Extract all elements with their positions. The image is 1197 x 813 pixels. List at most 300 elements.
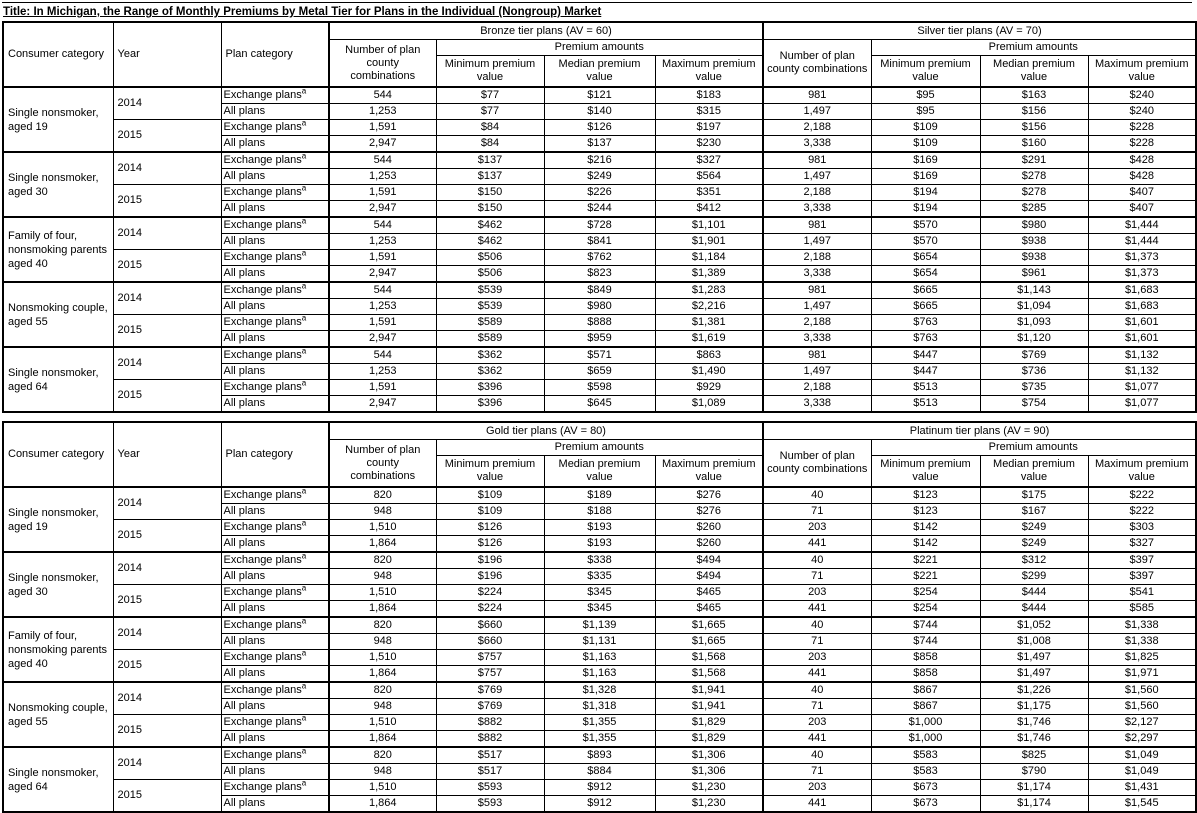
premium-value-cell: $109 (871, 136, 980, 153)
premium-value-cell: $2,297 (1088, 731, 1196, 748)
premium-value-cell: $95 (871, 104, 980, 120)
combinations-cell: 1,591 (329, 120, 436, 136)
premium-value-cell: $938 (980, 234, 1088, 250)
footnote-marker: a (301, 713, 307, 723)
premium-value-cell: $1,328 (544, 682, 655, 699)
combinations-cell: 71 (763, 569, 871, 585)
plan-category-cell: Exchange plans$^a$ (221, 520, 329, 536)
combinations-cell: 1,591 (329, 315, 436, 331)
combinations-cell: 544 (329, 87, 436, 104)
premium-value-cell: $1,049 (1088, 747, 1196, 764)
premium-value-cell: $1,665 (655, 617, 763, 634)
consumer-category-cell: Single nonsmoker, aged 19 (3, 487, 113, 552)
premium-value-cell: $1,829 (655, 731, 763, 748)
premium-value-cell: $194 (871, 201, 980, 218)
year-cell: 2015 (113, 380, 221, 413)
premium-value-cell: $1,490 (655, 364, 763, 380)
premium-value-cell: $240 (1088, 104, 1196, 120)
footnote-marker: a (301, 281, 307, 291)
premium-value-cell: $175 (980, 487, 1088, 504)
col-header-max-premium: Maximum premium value (655, 56, 763, 88)
combinations-cell: 203 (763, 780, 871, 796)
combinations-cell: 40 (763, 487, 871, 504)
premium-value-cell: $222 (1088, 504, 1196, 520)
premium-value-cell: $654 (871, 266, 980, 283)
premium-value-cell: $260 (655, 536, 763, 553)
premium-value-cell: $1,139 (544, 617, 655, 634)
premium-value-cell: $338 (544, 552, 655, 569)
consumer-category-cell: Nonsmoking couple, aged 55 (3, 282, 113, 347)
premium-value-cell: $221 (871, 552, 980, 569)
table-row (3, 552, 1196, 569)
combinations-cell: 2,188 (763, 380, 871, 396)
table-row (3, 282, 1196, 299)
premium-value-cell: $1,683 (1088, 299, 1196, 315)
year-cell: 2014 (113, 152, 221, 185)
premium-value-cell: $462 (436, 234, 544, 250)
col-header-year: Year (113, 22, 221, 87)
premium-value-cell: $1,230 (655, 796, 763, 813)
combinations-cell: 2,947 (329, 266, 436, 283)
combinations-cell: 820 (329, 747, 436, 764)
premium-value-cell: $912 (544, 780, 655, 796)
premium-value-cell: $1,601 (1088, 315, 1196, 331)
combinations-cell: 981 (763, 87, 871, 104)
premium-value-cell: $126 (436, 520, 544, 536)
combinations-cell: 441 (763, 731, 871, 748)
combinations-cell: 1,253 (329, 299, 436, 315)
combinations-cell: 981 (763, 282, 871, 299)
year-cell: 2014 (113, 617, 221, 650)
col-header-max-premium: Maximum premium value (1088, 56, 1196, 88)
plan-category-cell: All plans (221, 299, 329, 315)
premium-value-cell: $327 (1088, 536, 1196, 553)
footnote-marker: a (301, 313, 307, 323)
premium-value-cell: $884 (544, 764, 655, 780)
premium-value-cell: $1,000 (871, 715, 980, 731)
premium-value-cell: $1,120 (980, 331, 1088, 348)
premium-value-cell: $757 (436, 666, 544, 683)
table-row (3, 185, 1196, 201)
premium-value-cell: $1,901 (655, 234, 763, 250)
plan-category-cell: Exchange plans$^a$ (221, 617, 329, 634)
premium-value-cell: $1,283 (655, 282, 763, 299)
plan-category-cell: Exchange plans$^a$ (221, 552, 329, 569)
premium-value-cell: $462 (436, 217, 544, 234)
premium-value-cell: $539 (436, 282, 544, 299)
premium-value-cell: $150 (436, 185, 544, 201)
table-row (3, 715, 1196, 731)
premium-value-cell: $228 (1088, 136, 1196, 153)
premium-value-cell: $77 (436, 87, 544, 104)
premium-value-cell: $249 (980, 536, 1088, 553)
combinations-cell: 1,253 (329, 104, 436, 120)
premium-value-cell: $882 (436, 715, 544, 731)
plan-category-cell: Exchange plans$^a$ (221, 650, 329, 666)
premium-value-cell: $1,174 (980, 796, 1088, 813)
premium-value-cell: $1,077 (1088, 396, 1196, 413)
premium-value-cell: $109 (436, 487, 544, 504)
col-header-plan-category: Plan category (221, 22, 329, 87)
table-row (3, 380, 1196, 396)
consumer-category-cell: Single nonsmoker, aged 64 (3, 347, 113, 412)
premium-value-cell: $1,389 (655, 266, 763, 283)
col-header-premium-amounts: Premium amounts (436, 440, 763, 456)
premium-value-cell: $444 (980, 601, 1088, 618)
premium-value-cell: $673 (871, 780, 980, 796)
col-header-median-premium: Median premium value (544, 56, 655, 88)
premium-value-cell: $126 (436, 536, 544, 553)
premium-value-cell: $397 (1088, 569, 1196, 585)
premium-value-cell: $1,665 (655, 634, 763, 650)
premium-value-cell: $335 (544, 569, 655, 585)
premium-value-cell: $278 (980, 169, 1088, 185)
premium-value-cell: $1,545 (1088, 796, 1196, 813)
combinations-cell: 2,188 (763, 120, 871, 136)
combinations-cell: 1,253 (329, 234, 436, 250)
premium-value-cell: $763 (871, 315, 980, 331)
premium-value-cell: $2,216 (655, 299, 763, 315)
premium-value-cell: $396 (436, 380, 544, 396)
bronze-silver-table (2, 21, 1197, 413)
premium-value-cell: $123 (871, 487, 980, 504)
year-cell: 2014 (113, 347, 221, 380)
year-cell: 2015 (113, 650, 221, 683)
premium-value-cell: $570 (871, 217, 980, 234)
premium-value-cell: $1,373 (1088, 266, 1196, 283)
combinations-cell: 1,253 (329, 169, 436, 185)
premium-value-cell: $1,131 (544, 634, 655, 650)
premium-value-cell: $863 (655, 347, 763, 364)
combinations-cell: 2,947 (329, 201, 436, 218)
col-header-min-premium: Minimum premium value (871, 456, 980, 488)
premium-value-cell: $254 (871, 601, 980, 618)
combinations-cell: 544 (329, 217, 436, 234)
premium-value-cell: $278 (980, 185, 1088, 201)
premium-value-cell: $1,941 (655, 682, 763, 699)
premium-value-cell: $541 (1088, 585, 1196, 601)
plan-category-cell: Exchange plans$^a$ (221, 87, 329, 104)
premium-value-cell: $188 (544, 504, 655, 520)
premium-value-cell: $1,093 (980, 315, 1088, 331)
premium-value-cell: $888 (544, 315, 655, 331)
premium-value-cell: $160 (980, 136, 1088, 153)
premium-value-cell: $654 (871, 250, 980, 266)
premium-value-cell: $769 (436, 682, 544, 699)
premium-value-cell: $216 (544, 152, 655, 169)
premium-value-cell: $1,560 (1088, 699, 1196, 715)
combinations-cell: 2,188 (763, 250, 871, 266)
premium-value-cell: $1,338 (1088, 634, 1196, 650)
combinations-cell: 820 (329, 552, 436, 569)
col-header-premium-amounts: Premium amounts (871, 40, 1196, 56)
premium-value-cell: $564 (655, 169, 763, 185)
combinations-cell: 1,497 (763, 104, 871, 120)
premium-value-cell: $109 (871, 120, 980, 136)
premium-value-cell: $84 (436, 136, 544, 153)
col-header-median-premium: Median premium value (980, 456, 1088, 488)
premium-value-cell: $763 (871, 331, 980, 348)
premium-value-cell: $849 (544, 282, 655, 299)
premium-value-cell: $728 (544, 217, 655, 234)
premium-value-cell: $397 (1088, 552, 1196, 569)
premium-value-cell: $1,175 (980, 699, 1088, 715)
combinations-cell: 71 (763, 764, 871, 780)
combinations-cell: 1,253 (329, 364, 436, 380)
premium-value-cell: $226 (544, 185, 655, 201)
premium-value-cell: $589 (436, 315, 544, 331)
tier-header-silver: Silver tier plans (AV = 70) (763, 22, 1196, 40)
premium-value-cell: $407 (1088, 185, 1196, 201)
premium-value-cell: $1,077 (1088, 380, 1196, 396)
premium-value-cell: $665 (871, 299, 980, 315)
combinations-cell: 71 (763, 634, 871, 650)
plan-category-cell: All plans (221, 601, 329, 618)
premium-value-cell: $396 (436, 396, 544, 413)
combinations-cell: 544 (329, 152, 436, 169)
premium-value-cell: $585 (1088, 601, 1196, 618)
footnote-marker: a (301, 518, 307, 528)
premium-value-cell: $882 (436, 731, 544, 748)
premium-value-cell: $77 (436, 104, 544, 120)
premium-value-cell: $1,306 (655, 747, 763, 764)
premium-value-cell: $506 (436, 250, 544, 266)
year-cell: 2014 (113, 87, 221, 120)
premium-value-cell: $583 (871, 747, 980, 764)
col-header-max-premium: Maximum premium value (1088, 456, 1196, 488)
premium-value-cell: $276 (655, 487, 763, 504)
premium-value-cell: $194 (871, 185, 980, 201)
premium-value-cell: $1,230 (655, 780, 763, 796)
plan-category-cell: Exchange plans$^a$ (221, 250, 329, 266)
combinations-cell: 820 (329, 617, 436, 634)
premium-value-cell: $222 (1088, 487, 1196, 504)
plan-category-cell: All plans (221, 364, 329, 380)
premium-value-cell: $1,318 (544, 699, 655, 715)
combinations-cell: 1,510 (329, 585, 436, 601)
consumer-category-cell: Family of four, nonsmoking parents aged 40 (3, 217, 113, 282)
premium-value-cell: $362 (436, 364, 544, 380)
premium-value-cell: $1,355 (544, 731, 655, 748)
premium-value-cell: $1,683 (1088, 282, 1196, 299)
premium-value-cell: $598 (544, 380, 655, 396)
premium-value-cell: $1,000 (871, 731, 980, 748)
premium-value-cell: $583 (871, 764, 980, 780)
premium-value-cell: $140 (544, 104, 655, 120)
premium-value-cell: $291 (980, 152, 1088, 169)
footnote-marker: a (301, 216, 307, 226)
premium-value-cell: $1,101 (655, 217, 763, 234)
table-row (3, 487, 1196, 504)
combinations-cell: 441 (763, 536, 871, 553)
combinations-cell: 1,591 (329, 250, 436, 266)
premium-value-cell: $299 (980, 569, 1088, 585)
table-row (3, 650, 1196, 666)
plan-category-cell: All plans (221, 396, 329, 413)
combinations-cell: 2,947 (329, 331, 436, 348)
plan-category-cell: Exchange plans$^a$ (221, 152, 329, 169)
year-cell: 2015 (113, 520, 221, 553)
premium-value-cell: $362 (436, 347, 544, 364)
premium-value-cell: $1,431 (1088, 780, 1196, 796)
year-cell: 2015 (113, 315, 221, 348)
premium-value-cell: $645 (544, 396, 655, 413)
premium-value-cell: $196 (436, 569, 544, 585)
premium-value-cell: $285 (980, 201, 1088, 218)
combinations-cell: 1,591 (329, 185, 436, 201)
premium-value-cell: $570 (871, 234, 980, 250)
combinations-cell: 1,864 (329, 601, 436, 618)
combinations-cell: 1,497 (763, 364, 871, 380)
table-row (3, 315, 1196, 331)
combinations-cell: 40 (763, 617, 871, 634)
footnote-marker: a (301, 248, 307, 258)
document-page (0, 2, 1194, 813)
combinations-cell: 3,338 (763, 266, 871, 283)
combinations-cell: 3,338 (763, 331, 871, 348)
premium-value-cell: $660 (436, 634, 544, 650)
combinations-cell: 3,338 (763, 201, 871, 218)
combinations-cell: 1,497 (763, 234, 871, 250)
plan-category-cell: Exchange plans$^a$ (221, 347, 329, 364)
premium-value-cell: $428 (1088, 169, 1196, 185)
plan-category-cell: All plans (221, 169, 329, 185)
combinations-cell: 40 (763, 552, 871, 569)
premium-value-cell: $137 (544, 136, 655, 153)
combinations-cell: 2,188 (763, 185, 871, 201)
combinations-cell: 981 (763, 347, 871, 364)
premium-value-cell: $1,143 (980, 282, 1088, 299)
plan-category-cell: All plans (221, 569, 329, 585)
combinations-cell: 1,864 (329, 666, 436, 683)
consumer-category-cell: Single nonsmoker, aged 30 (3, 552, 113, 617)
premium-value-cell: $790 (980, 764, 1088, 780)
combinations-cell: 203 (763, 520, 871, 536)
plan-category-cell: Exchange plans$^a$ (221, 380, 329, 396)
premium-value-cell: $126 (544, 120, 655, 136)
plan-category-cell: Exchange plans$^a$ (221, 120, 329, 136)
premium-value-cell: $1,381 (655, 315, 763, 331)
col-header-consumer-category: Consumer category (3, 22, 113, 87)
premium-value-cell: $1,174 (980, 780, 1088, 796)
premium-value-cell: $137 (436, 169, 544, 185)
premium-value-cell: $254 (871, 585, 980, 601)
premium-value-cell: $193 (544, 536, 655, 553)
premium-value-cell: $513 (871, 380, 980, 396)
premium-value-cell: $736 (980, 364, 1088, 380)
combinations-cell: 1,864 (329, 536, 436, 553)
premium-value-cell: $142 (871, 520, 980, 536)
table-row (3, 585, 1196, 601)
col-header-consumer-category: Consumer category (3, 422, 113, 487)
plan-category-cell: Exchange plans$^a$ (221, 585, 329, 601)
premium-value-cell: $1,746 (980, 731, 1088, 748)
table-row (3, 617, 1196, 634)
premium-value-cell: $1,829 (655, 715, 763, 731)
plan-category-cell: All plans (221, 796, 329, 813)
premium-value-cell: $244 (544, 201, 655, 218)
premium-value-cell: $1,306 (655, 764, 763, 780)
plan-category-cell: Exchange plans$^a$ (221, 315, 329, 331)
premium-value-cell: $959 (544, 331, 655, 348)
premium-value-cell: $1,052 (980, 617, 1088, 634)
premium-value-cell: $142 (871, 536, 980, 553)
combinations-cell: 1,510 (329, 780, 436, 796)
plan-category-cell: Exchange plans$^a$ (221, 487, 329, 504)
premium-value-cell: $980 (980, 217, 1088, 234)
premium-value-cell: $867 (871, 682, 980, 699)
premium-value-cell: $1,941 (655, 699, 763, 715)
plan-category-cell: Exchange plans$^a$ (221, 747, 329, 764)
premium-value-cell: $276 (655, 504, 763, 520)
combinations-cell: 544 (329, 282, 436, 299)
premium-value-cell: $735 (980, 380, 1088, 396)
year-cell: 2014 (113, 217, 221, 250)
col-header-combinations: Number of plan county combinations (763, 40, 871, 88)
premium-value-cell: $249 (980, 520, 1088, 536)
consumer-category-cell: Nonsmoking couple, aged 55 (3, 682, 113, 747)
premium-value-cell: $189 (544, 487, 655, 504)
plan-category-cell: All plans (221, 201, 329, 218)
combinations-cell: 2,947 (329, 136, 436, 153)
premium-value-cell: $1,497 (980, 666, 1088, 683)
premium-value-cell: $1,373 (1088, 250, 1196, 266)
year-cell: 2014 (113, 487, 221, 520)
combinations-cell: 71 (763, 699, 871, 715)
consumer-category-cell: Single nonsmoker, aged 64 (3, 747, 113, 812)
premium-value-cell: $228 (1088, 120, 1196, 136)
premium-value-cell: $858 (871, 650, 980, 666)
premium-value-cell: $825 (980, 747, 1088, 764)
table-row (3, 217, 1196, 234)
footnote-marker: a (301, 583, 307, 593)
combinations-cell: 441 (763, 666, 871, 683)
combinations-cell: 1,497 (763, 299, 871, 315)
premium-value-cell: $1,132 (1088, 364, 1196, 380)
tier-header-platinum: Platinum tier plans (AV = 90) (763, 422, 1196, 440)
col-header-premium-amounts: Premium amounts (436, 40, 763, 56)
combinations-cell: 40 (763, 747, 871, 764)
footnote-marker: a (301, 486, 307, 496)
table-row (3, 780, 1196, 796)
plan-category-cell: All plans (221, 504, 329, 520)
premium-value-cell: $593 (436, 780, 544, 796)
premium-value-cell: $447 (871, 364, 980, 380)
col-header-premium-amounts: Premium amounts (871, 440, 1196, 456)
premium-value-cell: $506 (436, 266, 544, 283)
premium-value-cell: $150 (436, 201, 544, 218)
premium-value-cell: $196 (436, 552, 544, 569)
premium-value-cell: $1,825 (1088, 650, 1196, 666)
premium-value-cell: $428 (1088, 152, 1196, 169)
combinations-cell: 203 (763, 585, 871, 601)
premium-value-cell: $769 (436, 699, 544, 715)
premium-value-cell: $912 (544, 796, 655, 813)
premium-value-cell: $407 (1088, 201, 1196, 218)
premium-value-cell: $1,338 (1088, 617, 1196, 634)
premium-value-cell: $465 (655, 585, 763, 601)
premium-value-cell: $260 (655, 520, 763, 536)
year-cell: 2014 (113, 282, 221, 315)
footnote-marker: a (301, 551, 307, 561)
premium-value-cell: $1,008 (980, 634, 1088, 650)
premium-value-cell: $1,355 (544, 715, 655, 731)
premium-value-cell: $589 (436, 331, 544, 348)
table-row (3, 120, 1196, 136)
year-cell: 2015 (113, 250, 221, 283)
premium-value-cell: $513 (871, 396, 980, 413)
premium-value-cell: $444 (980, 585, 1088, 601)
